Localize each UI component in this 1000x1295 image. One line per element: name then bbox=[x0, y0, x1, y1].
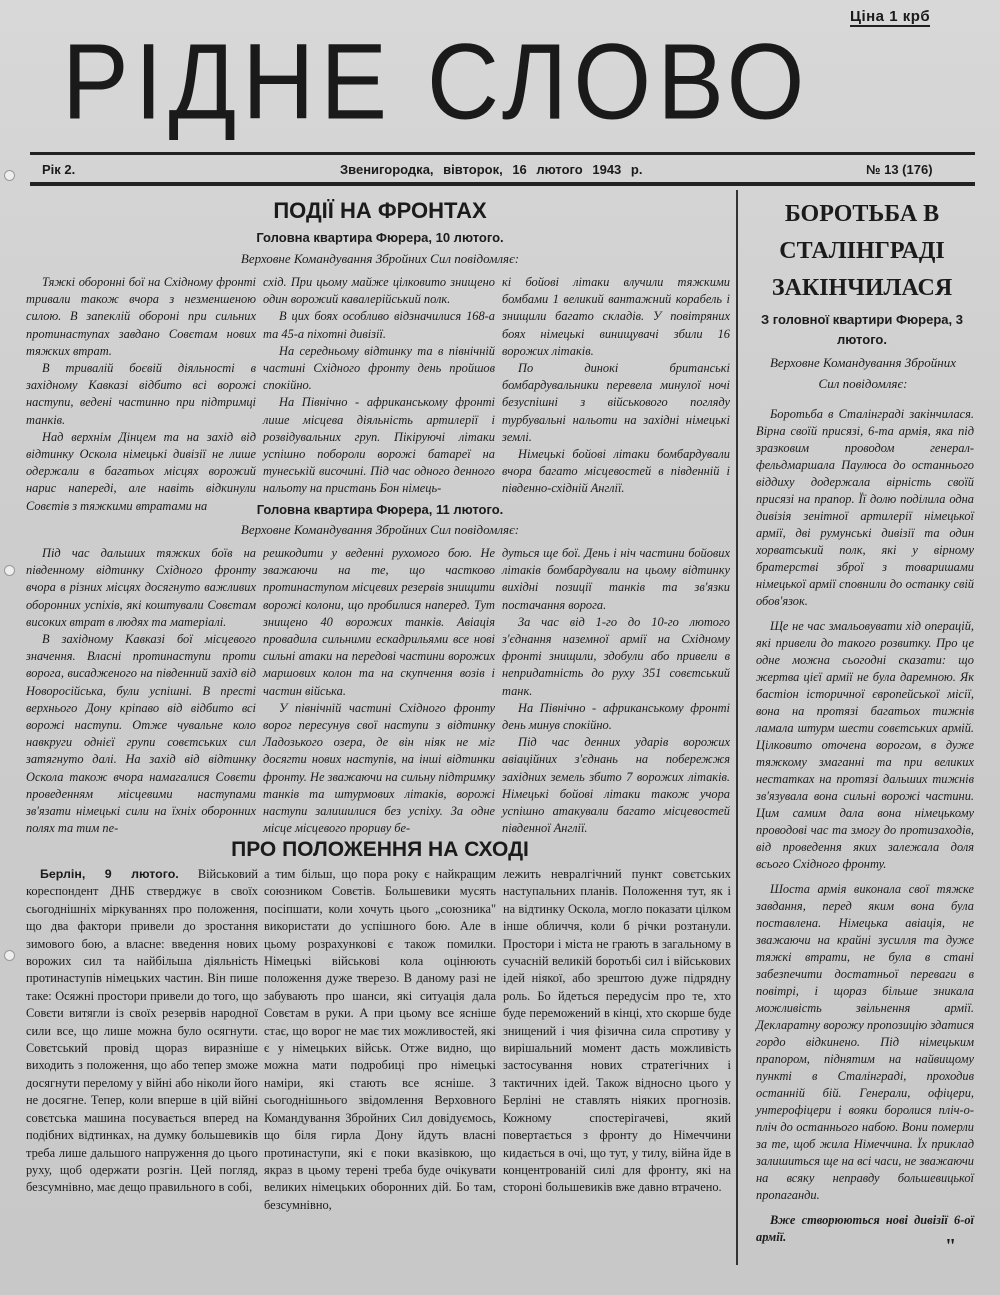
article-dateline-2: Головна квартира Фюрера, 11 лютого. bbox=[256, 502, 504, 517]
punch-hole bbox=[4, 565, 15, 576]
issue-number: № 13 (176) bbox=[866, 162, 933, 177]
paragraph: Тяжкі оборонні бої на Східному фронті тривали також вчора з незменшеною силою. В запеклій обороні при сильних протинаступах завдано Совєтам нових тяжких втрат. bbox=[26, 275, 256, 358]
newspaper-title: РІДНЕ СЛОВО bbox=[62, 21, 811, 143]
paragraph: Німецькі бойові літаки бомбардували вчора багато місцевостей в південній і південно-східній Англії. bbox=[502, 447, 730, 496]
paragraph bbox=[26, 866, 258, 1197]
paragraph: Ще не час змальовувати хід операцій, які привели до такого розвитку. Про це одне можна сьогодні сказати: що жертва цієї армії не була даремною. Як бастіон історичної європейської місії, вона на протязі багатьох тижнів ламала штурм шести совєтських армій. Цілковито оточена ворогом, в дуже тяжкому змаганні та при великих нестатках на протязі дальших тижнів зв'язувала вона сильні ворожі частини. Цим самим дала вона німецькому проводові час та змогу до протизаходів, від проведення яких залежала доля всього Східного фронту. bbox=[756, 619, 974, 871]
paragraph: Над верхнім Дінцем та на захід від відтинку Оскола німецькі дивізії не лише одержали в багатьох місцях ворожий нарис напереді, але навіть відкинули Совєтів з тяжкими втратами на bbox=[26, 429, 256, 513]
punch-hole bbox=[4, 950, 15, 961]
article-column bbox=[502, 545, 730, 836]
sidebar-command: Верховне Командування Збройних Сил повідомляє: bbox=[769, 355, 956, 391]
article-column bbox=[264, 866, 496, 1256]
header-rule-bottom bbox=[30, 182, 975, 186]
footer-mark: " bbox=[945, 1235, 957, 1257]
paragraph: решкодити у веденні рухомого бою. Не зважаючи на те, що частково протинаступом місцевих резервів знищити ворожі колони, що пробилися наперед. Тут знищено 40 ворожих танків. Авіація провадила сильними ескадрильями все нові сильні атаки на передові частини ворожих маршових колон та на скупчення возів і частин війська. bbox=[263, 546, 495, 698]
dateline: Звенигородка, вівторок, 16 лютого 1943 р. bbox=[340, 162, 643, 177]
paragraph: У північній частині Східного фронту ворог пересунув свої наступи з відтинку Ладозького озера, де він ніяк не міг досягти нових наступів, на інші відтинки фронту. Не зважаючи на сильну підтримку танків та штурмових літаків, ворожі наступи залишилися без успіху. За одне місце місцевого прориву бе- bbox=[263, 700, 495, 836]
article-column bbox=[26, 545, 256, 836]
paragraph: За час від 1-го до 10-го лютого з'єднання наземної армії на Східному фронті знищили, здобули або привели в непридатність до руху 351 совєтський танк. bbox=[502, 614, 730, 698]
paragraph: а тим більш, що пора року є найкращим союзником Совєтів. Большевики мусять посіпшати, коли хочуть цього „союзника" використати до успішного бою. Але в цьому розрахункові є також помилки. Німецькі військові кола оцінюють положення дуже тверезо. В даному разі не забувають про шанси, які ситуація дала Совєтам в руки. А при цьому все ясніше стає, що ворог не має тих можливостей, які є у німецьких військ. Отже видно, що можна мати подробиці про німецькі наміри, які стають все ясніше. З сьогоднішнього звідомлення Верховного Командування Збройних Сил довідуємось, що біля гирла Дону йдуть власні протинаступи, які є поки вказівкою, що якраз в цьому терені треба буде очікувати великих німецьких оборонних дій. Бо там, безсумнівно, bbox=[264, 867, 496, 1212]
paragraph: Боротьба в Сталінграді закінчилася. Вірна своїй присязі, 6-та армія, яка під зразковим проводом генерал-фельдмаршала Паулюса до останнього віддиху додержала вірність своїй присязі на прапор. Її долю поділила одна дивізія зенітної артилерії німецької армії, дві румунські дивізії та один хорватський полк, які у вірному братерстві зброї з товаришами німецької армії сповнили до останку свій обов'язок. bbox=[756, 407, 974, 608]
paragraph-text: Військовий кореспондент ДНБ стверджує в своїх сьогоднішніх міркуваннях про положення, що два фактори привели до зростання зимового бою, а власне: введення нових ворожих сил та найбільша діяльність протинаступів німецьких частин. Він пише таке: Осяжні простори привели до того, що Совєти витягли із своїх резервів народної сили все, що лише можна було осягнути. Совєтський провід щораз виразніше виходить з положення, що або тепер зможе досягнути перелому у війні або ніколи його не досягне. Тепер, коли вперше в цій війні совєтська машина посувається вперед на подібних відтинках, на думку большевиків треба лише дальшого напруження до цього руху, щоб одержати розгін. Цей погляд, безсумнівно, має дещо правильного в собі, bbox=[26, 867, 258, 1195]
paragraph: дуться ще бої. День і ніч частини бойових літаків бомбардували на цьому відтинку вихідні позиції танків та зв'язки постачання ворога. bbox=[502, 546, 730, 612]
article-command-2: Верховне Командування Збройних Сил повідомляє: bbox=[240, 522, 520, 537]
article-column bbox=[263, 274, 495, 500]
article-column bbox=[263, 545, 495, 836]
paragraph: На середньому відтинку та в північній частині Східного фронту день пройшов спокійно. bbox=[263, 343, 495, 393]
paragraph: На Північно - африканському фронті день минув спокійно. bbox=[502, 700, 730, 733]
article-column bbox=[503, 866, 731, 1256]
paragraph: Під час дальших тяжких боїв на південному відтинку Східного фронту вчора в різних місцях досягнуто важливих оборонних успіхів, які коштували Совєтам високих втрат в людях та матеріалі. bbox=[26, 546, 256, 629]
article-dateline-1: Головна квартира Фюрера, 10 лютого. bbox=[256, 230, 504, 245]
column-divider bbox=[736, 190, 738, 1265]
paragraph: Вже створюються нові дивізії 6-ої армії. bbox=[756, 1213, 974, 1244]
punch-hole bbox=[4, 170, 15, 181]
price-label: Ціна 1 крб bbox=[850, 8, 931, 25]
header-rule-top bbox=[30, 152, 975, 155]
sidebar-body bbox=[756, 406, 974, 1244]
paragraph: В західному Кавказі бої місцевого значення. Власні протинаступи проти ворога, висадженого на південний захід від Новоросійська, були успішні. В престі верхнього Дону кріпаво від відбито всі ворожі наступи. Отже чувальне коло навкруги однієї групи совєтських сил затягнуто далі. На захід від відтинку Оскола також вчора намагалися Совєти проведенням місцевими наступами зв'язати німецькі сили на їхніх оборонних полях та тим пе- bbox=[26, 632, 256, 836]
paragraph: лежить невралгічний пункт совєтських наступальних планів. Положення тут, як і на відтинку Оскола, могло показати цілком інше обличчя, коли б річки розтанули. Простори і міста не грають в загальному в сучасній великій боротьбі сил і військових ідей ніякої, або зрештою дуже підрядну роль. Бо йдеться передусім про те, хто буде переможений в кінці, хто скорше буде знищений і чия фізична сила спротиву у вирішальний момент дасть можливість застосування нових стратегічних і тактичних ідей. Також відносно цього у Берліні не ставлять ніяких прогнозів. Кожному спостерігачеві, який повертається з фронту до Німеччини кидається в очі, що тут, у тилу, війна йде в концентрованій силі для фронту, які на стороні большевиків вже давно втрачено. bbox=[503, 867, 731, 1195]
sidebar-title: БОРОТЬБА В СТАЛІНГРАДІ ЗАКІНЧИЛАСЯ bbox=[771, 201, 953, 301]
paragraph: Під час денних ударів ворожих авіаційних з'єднань на побережжя західних земель збито 7 ворожих літаків. Німецькі бойові літаки також учора успішно атакували багато місцевостей південної Англії. bbox=[502, 735, 730, 836]
article-title-east: ПРО ПОЛОЖЕННЯ НА СХОДІ bbox=[231, 838, 529, 861]
paragraph: Шоста армія виконала свої тяжке завдання, перед яким вона була поставлена. Німецька авіація, не зважаючи на крайні зусилля та дуже тяжкі втрати, не була в стані забезпечити достатньої переваги в повітрі, і щораз більше зникала можливість звільнення армії. Декларатну ворожу пропозицію здатися гордо відкинено. Під німецьким прапором, піднятим на найвищому пункті в Сталінграді, проходив останній бій. Генерали, офіцери, унтерофіцери і вояки боролися пліч-о-пліч до останнього набою. Вони померли за те, щоб жила Німеччина. Їх приклад залишиться ще на всі часи, не зважаючи на всяку неправду большевицької пропаганди. bbox=[756, 882, 974, 1202]
paragraph: В цих боях особливо відзначилися 168-а та 45-а піхотні дивізії. bbox=[263, 309, 495, 341]
paragraph: На Північно - африканському фронті лише місцева діяльність артилерії і розвідувальних груп. Пікіруючі літаки успішно побороли ворожі батареї на тунеській височині. Під час одного денного нальоту на пристань Бон німець- bbox=[263, 395, 495, 496]
article-column bbox=[26, 866, 258, 1256]
year-label: Рік 2. bbox=[42, 162, 76, 177]
article-lead: Берлін, 9 лютого. bbox=[40, 867, 179, 881]
paragraph: кі бойові літаки влучили тяжкими бомбами 1 великий вантажний корабель і знищили багато складів. У повітряних боях німецькі винищувачі збили 16 ворожих літаків. bbox=[502, 275, 730, 358]
paragraph: В тривалій боєвій діяльності в західному Кавказі відбито всі ворожі наступи, ведені частинно при підтримці танків. bbox=[26, 361, 256, 427]
article-column bbox=[502, 274, 730, 500]
article-command-1: Верховне Командування Збройних Сил повідомляє: bbox=[240, 251, 520, 266]
article-title-fronts: ПОДІЇ НА ФРОНТАХ bbox=[273, 198, 487, 223]
article-column bbox=[26, 274, 256, 513]
paragraph: По динокі британські бомбардувальники перевела минулої ночі безуспішні з військового погляду турбувальні нальоти на західні німецькі землі. bbox=[502, 361, 730, 444]
paragraph: схід. При цьому майже цілковито знищено один ворожий кавалерійський полк. bbox=[263, 275, 495, 307]
sidebar-subtitle: З головної квартири Фюрера, 3 лютого. bbox=[761, 312, 963, 347]
